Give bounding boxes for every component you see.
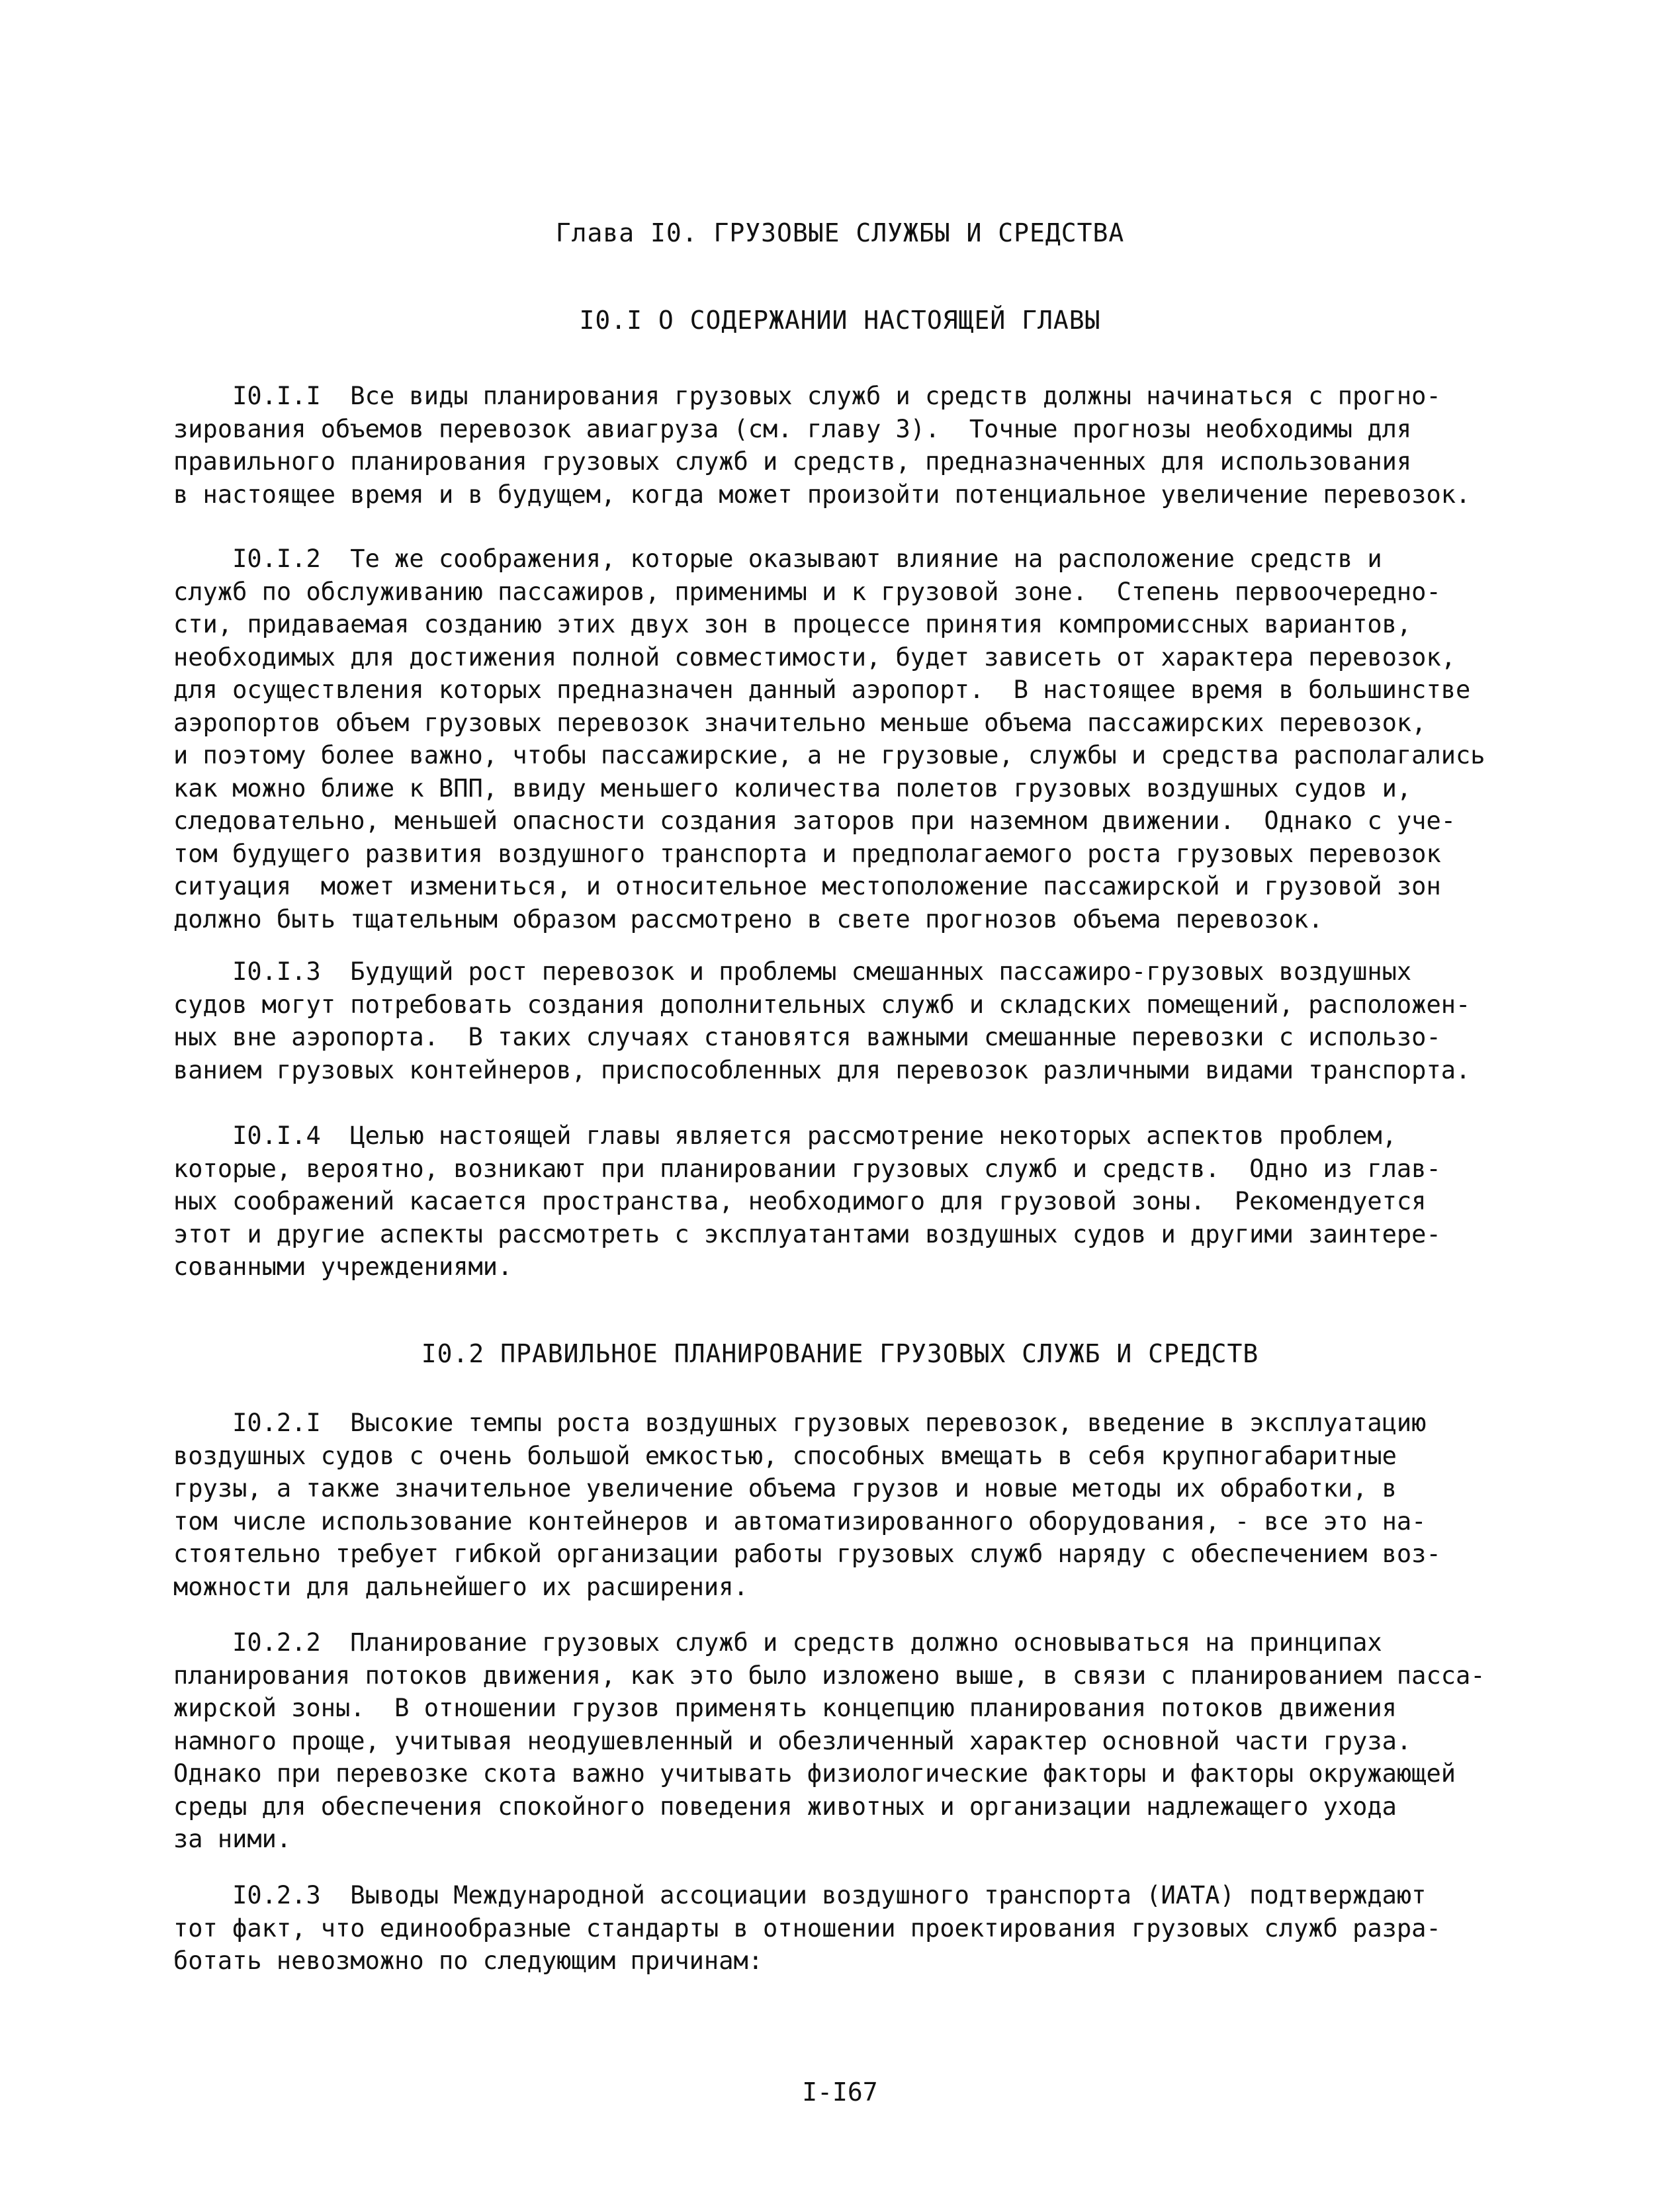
text-line: и поэтому более важно, чтобы пассажирские, а не грузовые, службы и средства располагались: [173, 741, 1485, 769]
text-line: должно быть тщательным образом рассмотрено в свете прогнозов объема перевозок.: [173, 904, 1323, 934]
text-line: планирования потоков движения, как это было изложено выше, в связи с планированием пасса-: [173, 1661, 1485, 1690]
paragraph-10-1-1: [173, 380, 1583, 511]
text-line: I0.2.2 Планирование грузовых служб и средств должно основываться на принципах: [173, 1628, 1382, 1657]
paragraph-10-2-1: [173, 1407, 1583, 1603]
text-line: зирования объемов перевозок авиагруза (см. главу 3). Точные прогнозы необходимы для: [173, 414, 1412, 443]
paragraph-10-1-3: [173, 955, 1583, 1086]
text-line: как можно ближе к ВПП, ввиду меньшего количества полетов грузовых воздушных судов и,: [173, 773, 1412, 803]
text-line: намного проще, учитывая неодушевленный и обезличенный характер основной части груза.: [173, 1726, 1412, 1755]
text-line: ванием грузовых контейнеров, приспособленных для перевозок различными видами транспорта.: [173, 1055, 1471, 1084]
text-line: аэропортов объем грузовых перевозок значительно меньше объема пассажирских перевозок,: [173, 708, 1427, 737]
paragraph-10-1-4: [173, 1119, 1583, 1284]
text-line: сованными учреждениями.: [173, 1252, 513, 1281]
text-line: служб по обслуживанию пассажиров, применимы и к грузовой зоне. Степень первоочередно-: [173, 577, 1441, 606]
text-line: сти, придаваемая созданию этих двух зон в процессе принятия компромиссных вариантов,: [173, 610, 1412, 638]
text-line: Однако при перевозке скота важно учитывать физиологические факторы и факторы окружающей: [173, 1759, 1456, 1788]
text-line: ных вне аэропорта. В таких случаях становятся важными смешанные перевозки с использо-: [173, 1023, 1441, 1051]
text-line: необходимых для достижения полной совместимости, будет зависеть от характера перевозок,: [173, 642, 1456, 672]
text-line: ных соображений касается пространства, необходимого для грузовой зоны. Рекомендуется: [173, 1187, 1427, 1215]
text-line: в настоящее время и в будущем, когда может произойти потенциальное увеличение перевозок.: [173, 480, 1471, 509]
text-line: I0.2.I Высокие темпы роста воздушных грузовых перевозок, введение в эксплуатацию: [173, 1409, 1427, 1437]
text-line: для осуществления которых предназначен данный аэропорт. В настоящее время в большинстве: [173, 676, 1471, 704]
text-line: I0.I.4 Целью настоящей главы является рассмотрение некоторых аспектов проблем,: [173, 1121, 1397, 1150]
text-line: грузы, а также значительное увеличение объема грузов и новые методы их обработки, в: [173, 1474, 1397, 1503]
chapter-title: Глава I0. ГРУЗОВЫЕ СЛУЖБЫ И СРЕДСТВА: [555, 218, 1125, 247]
text-line: можности для дальнейшего их расширения.: [173, 1572, 748, 1601]
text-line: I0.2.3 Выводы Международной ассоциации воздушного транспорта (ИАТА) подтверждают: [173, 1881, 1427, 1909]
text-line: среды для обеспечения спокойного поведения животных и организации надлежащего ухода: [173, 1792, 1397, 1821]
text-line: I0.I.2 Те же соображения, которые оказывают влияние на расположение средств и: [173, 545, 1382, 573]
text-line: правильного планирования грузовых служб и средств, предназначенных для использования: [173, 447, 1412, 476]
section-title-10-2: I0.2 ПРАВИЛЬНОЕ ПЛАНИРОВАНИЕ ГРУЗОВЫХ СЛУЖБ И СРЕДСТВ: [421, 1339, 1259, 1368]
text-line: стоятельно требует гибкой организации работы грузовых служб наряду с обеспечением воз-: [173, 1540, 1441, 1568]
text-line: следовательно, меньшей опасности создания заторов при наземном движении. Однако с уче-: [173, 807, 1456, 835]
text-line: которые, вероятно, возникают при планировании грузовых служб и средств. Одно из глав-: [173, 1154, 1441, 1183]
text-line: ситуация может измениться, и относительное местоположение пассажирской и грузовой зон: [173, 872, 1441, 900]
paragraph-10-2-2: [173, 1626, 1583, 1856]
text-line: жирской зоны. В отношении грузов применять концепцию планирования потоков движения: [173, 1694, 1397, 1722]
paragraph-10-2-3: [173, 1879, 1583, 1978]
text-line: ботать невозможно по следующим причинам:: [173, 1947, 764, 1975]
text-line: тот факт, что единообразные стандарты в отношении проектирования грузовых служб разра-: [173, 1913, 1441, 1943]
text-line: I0.I.3 Будущий рост перевозок и проблемы смешанных пассажиро-грузовых воздушных: [173, 957, 1412, 986]
text-line: воздушных судов с очень большой емкостью, способных вмещать в себя крупногабаритные: [173, 1441, 1397, 1470]
text-line: I0.I.I Все виды планирования грузовых служб и средств должны начинаться с прогно-: [173, 382, 1441, 410]
paragraph-10-1-2: [173, 543, 1583, 936]
text-line: том будущего развития воздушного транспорта и предполагаемого роста грузовых перевозок: [173, 839, 1441, 868]
text-line: этот и другие аспекты рассмотреть с эксплуатантами воздушных судов и другими заинтере-: [173, 1219, 1441, 1248]
page-number: I-I67: [802, 2078, 878, 2107]
section-title-10-1: I0.I О СОДЕРЖАНИИ НАСТОЯЩЕЙ ГЛАВЫ: [579, 306, 1101, 335]
text-line: судов могут потребовать создания дополнительных служб и складских помещений, расположен-: [173, 990, 1471, 1019]
text-line: том числе использование контейнеров и автоматизированного оборудования, - все это на-: [173, 1507, 1427, 1536]
text-line: за ними.: [173, 1825, 292, 1853]
